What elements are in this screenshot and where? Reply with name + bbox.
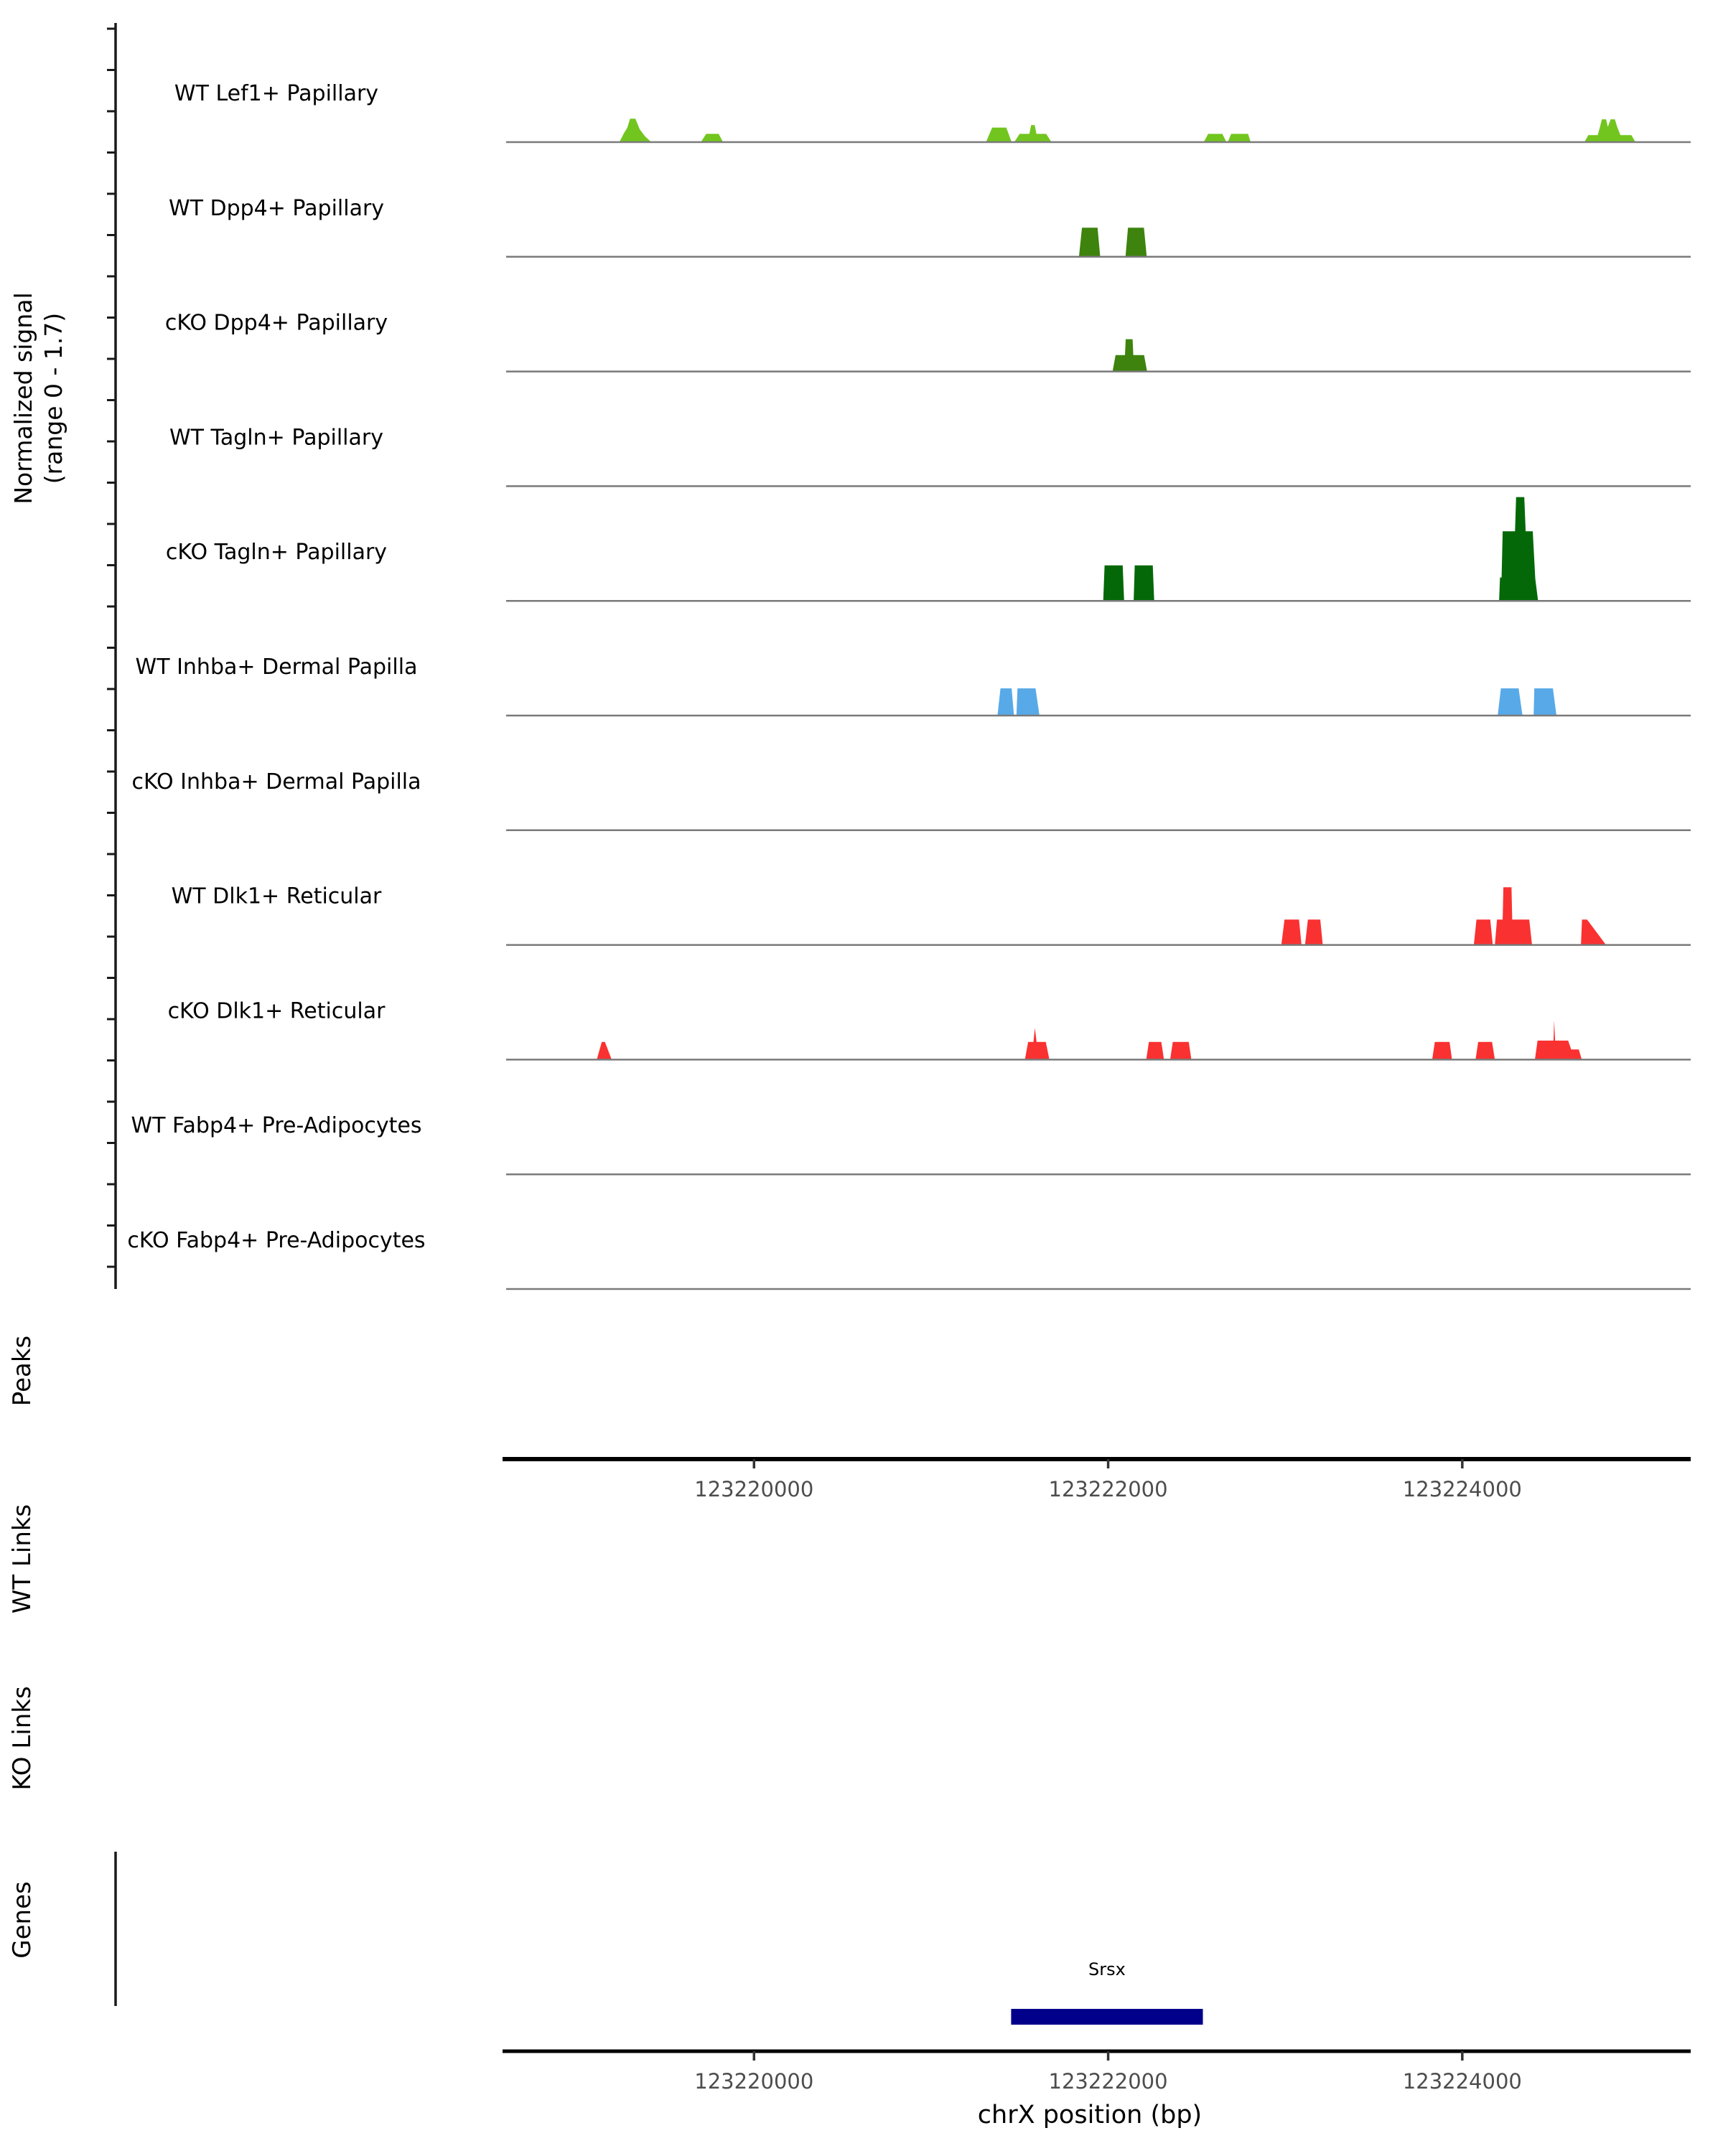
signal-peak: [1017, 688, 1040, 716]
section-label-wt-links: WT Links: [8, 1504, 37, 1614]
section-label-genes: Genes: [8, 1881, 37, 1959]
track-wt-lef1-papillary: [174, 81, 1691, 142]
signal-peak: [1498, 688, 1523, 716]
track-label: WT Tagln+ Papillary: [169, 425, 383, 451]
track-wt-dlk1-reticular: [172, 884, 1691, 945]
peaks-axis-tick-label: 123220000: [694, 1477, 814, 1501]
track-wt-tagln-papillary: [169, 425, 1691, 486]
signal-peak: [1584, 119, 1635, 142]
signal-peak: [1305, 919, 1323, 945]
genes-axis-tick-label: 123222000: [1048, 2069, 1168, 2094]
signal-peak: [1170, 1042, 1192, 1060]
signal-peak: [1499, 497, 1538, 601]
track-label: WT Inhba+ Dermal Papilla: [135, 655, 418, 680]
signal-peak: [1535, 1021, 1582, 1060]
section-label-peaks: Peaks: [8, 1335, 37, 1407]
track-cko-fabp4-pre-adipocytes: [127, 1228, 1691, 1289]
signal-peak: [1228, 134, 1251, 143]
track-label: WT Lef1+ Papillary: [174, 81, 379, 106]
genes-axis-tick-label: 123220000: [694, 2069, 814, 2094]
gene-label: Srsx: [1088, 1959, 1126, 1979]
track-wt-inhba-dermal-papilla: [136, 655, 1691, 716]
peaks-axis: [503, 1459, 1691, 1501]
signal-peak: [1079, 228, 1101, 257]
track-cko-tagln-papillary: [166, 497, 1691, 601]
signal-peak: [1126, 228, 1147, 257]
signal-peak: [1533, 688, 1556, 716]
track-label: cKO Inhba+ Dermal Papilla: [131, 769, 421, 795]
track-label: cKO Dlk1+ Reticular: [167, 998, 386, 1024]
track-wt-dpp4-papillary: [169, 196, 1691, 257]
track-label: cKO Dpp4+ Papillary: [164, 310, 388, 336]
signal-peak: [701, 134, 723, 143]
track-label: WT Dlk1+ Reticular: [171, 884, 382, 909]
signal-peak: [1147, 1042, 1164, 1060]
signal-peak: [1204, 134, 1227, 143]
track-label: cKO Fabp4+ Pre-Adipocytes: [127, 1228, 426, 1253]
signal-peak: [1113, 339, 1147, 372]
track-label: WT Dpp4+ Papillary: [168, 195, 385, 221]
gene-body-srsx: [1011, 2009, 1203, 2025]
track-wt-fabp4-pre-adipocytes: [131, 1113, 1691, 1174]
signal-peak: [997, 688, 1014, 716]
peaks-axis-tick-label: 123222000: [1048, 1477, 1168, 1501]
signal-peak: [1025, 1028, 1050, 1059]
signal-y-axis-title-line2: (range 0 - 1.7): [39, 312, 67, 484]
track-cko-inhba-dermal-papilla: [131, 769, 1691, 830]
track-label: WT Fabp4+ Pre-Adipocytes: [131, 1113, 422, 1139]
signal-peak: [1432, 1042, 1452, 1060]
signal-y-axis-title-line1: Normalized signal: [9, 292, 37, 505]
signal-peak: [1495, 887, 1532, 945]
track-cko-dpp4-papillary: [165, 311, 1691, 372]
section-label-ko-links: KO Links: [8, 1686, 37, 1791]
signal-peak: [597, 1042, 612, 1060]
signal-peak: [1474, 919, 1493, 945]
x-axis-title: chrX position (bp): [977, 2101, 1203, 2129]
peaks-axis-tick-label: 123224000: [1402, 1477, 1522, 1501]
signal-peak: [1103, 566, 1124, 601]
track-label: cKO Tagln+ Papillary: [165, 540, 388, 566]
signal-peak: [1014, 125, 1052, 142]
signal-peak: [1475, 1042, 1495, 1060]
signal-peak: [986, 128, 1012, 142]
signal-peak: [620, 118, 651, 142]
track-cko-dlk1-reticular: [168, 998, 1691, 1059]
signal-peak: [1134, 566, 1154, 601]
signal-peak: [1581, 919, 1606, 945]
genes-axis-tick-label: 123224000: [1402, 2069, 1522, 2094]
signal-peak: [1281, 919, 1302, 945]
genes-axis: [503, 2051, 1691, 2094]
